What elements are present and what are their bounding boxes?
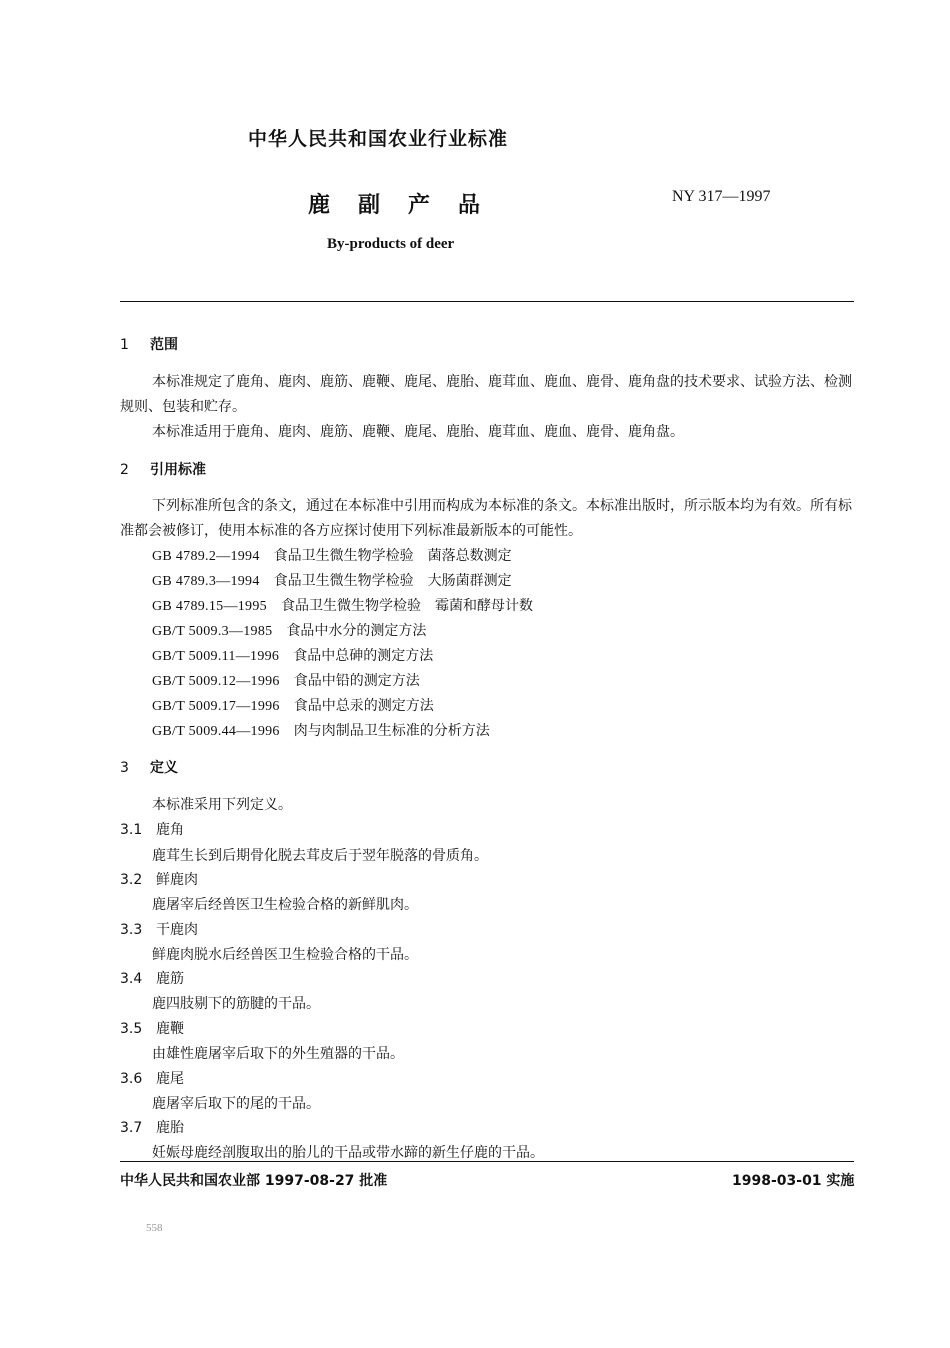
reference-item: GB/T 5009.44—1996 肉与肉制品卫生标准的分析方法: [152, 723, 490, 739]
definition-term: 3.3 干鹿肉: [120, 922, 198, 938]
definition-text: 鲜鹿肉脱水后经兽医卫生检验合格的干品。: [152, 947, 418, 963]
definition-term: 3.1 鹿角: [120, 822, 184, 838]
reference-item: GB 4789.3—1994 食品卫生微生物学检验 大肠菌群测定: [152, 573, 512, 589]
reference-item: GB 4789.2—1994 食品卫生微生物学检验 菌落总数测定: [152, 548, 512, 564]
definition-term: 3.4 鹿筋: [120, 971, 184, 987]
definition-term: 3.6 鹿尾: [120, 1071, 184, 1087]
section-2-heading: [120, 459, 206, 479]
reference-item: GB 4789.15—1995 食品卫生微生物学检验 霉菌和酵母计数: [152, 598, 533, 614]
section-title: 范围: [150, 337, 178, 353]
section-title: 定义: [150, 760, 178, 776]
section-number: 2: [120, 462, 129, 478]
reference-item: GB/T 5009.17—1996 食品中总汞的测定方法: [152, 698, 434, 714]
definition-text: 鹿屠宰后取下的尾的干品。: [152, 1096, 320, 1112]
section-1-heading: [120, 334, 178, 354]
section-2-para-1: 下列标准所包含的条文，通过在本标准中引用而构成为本标准的条文。本标准出版时，所示版本均为有效。所有标准都会被修订，使用本标准的各方应探讨使用下列标准最新版本的可能性。: [120, 498, 852, 539]
approval-line: 中华人民共和国农业部 1997-08-27 批准: [120, 1173, 388, 1189]
section-number: 3: [120, 760, 129, 776]
footer-rule: [120, 1161, 854, 1162]
definition-text: 鹿茸生长到后期骨化脱去茸皮后于翌年脱落的骨质角。: [152, 848, 488, 864]
definition-text: 鹿四肢剔下的筋腱的干品。: [152, 996, 320, 1012]
standard-code: NY 317—1997: [672, 188, 771, 205]
definition-term: 3.7 鹿胎: [120, 1120, 184, 1136]
section-1-para-1: 本标准规定了鹿角、鹿肉、鹿筋、鹿鞭、鹿尾、鹿胎、鹿茸血、鹿血、鹿骨、鹿角盘的技术要求、试验方法、检测规则、包装和贮存。: [120, 374, 852, 415]
header-rule: [120, 301, 854, 302]
document-title: 鹿副产品: [308, 193, 509, 218]
section-1-para-2: 本标准适用于鹿角、鹿肉、鹿筋、鹿鞭、鹿尾、鹿胎、鹿茸血、鹿血、鹿骨、鹿角盘。: [152, 424, 684, 440]
definition-text: 鹿屠宰后经兽医卫生检验合格的新鲜肌肉。: [152, 897, 418, 913]
section-number: 1: [120, 337, 129, 353]
definition-text: 妊娠母鹿经剖腹取出的胎儿的干品或带水蹄的新生仔鹿的干品。: [152, 1145, 544, 1161]
section-3-intro: 本标准采用下列定义。: [152, 797, 292, 813]
effective-date: 1998-03-01 实施: [732, 1173, 855, 1189]
english-title: By-products of deer: [327, 236, 455, 252]
section-title: 引用标准: [150, 462, 206, 478]
definition-term: 3.5 鹿鞭: [120, 1021, 184, 1037]
reference-item: GB/T 5009.12—1996 食品中铅的测定方法: [152, 673, 420, 689]
definition-term: 3.2 鲜鹿肉: [120, 872, 198, 888]
definition-text: 由雄性鹿屠宰后取下的外生殖器的干品。: [152, 1046, 404, 1062]
standard-org: 中华人民共和国农业行业标准: [248, 128, 509, 150]
reference-item: GB/T 5009.3—1985 食品中水分的测定方法: [152, 623, 427, 639]
page-number: 558: [146, 1222, 163, 1234]
section-3-heading: [120, 757, 178, 777]
reference-item: GB/T 5009.11—1996 食品中总砷的测定方法: [152, 648, 434, 664]
